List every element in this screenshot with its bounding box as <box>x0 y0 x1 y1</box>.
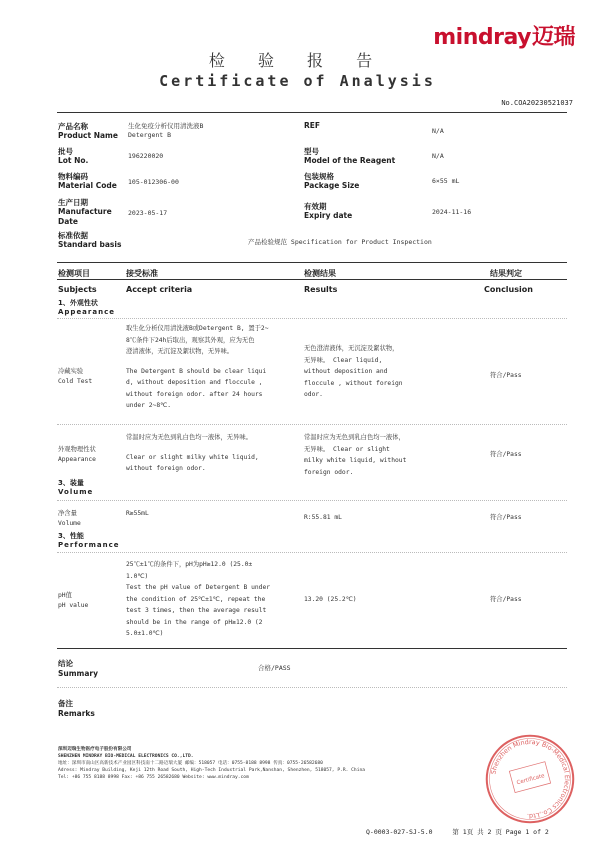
product-name-value-cn: 生化免疫分析仪用清洗液B <box>128 122 204 130</box>
result-line: without deposition and <box>304 368 388 375</box>
expiry-value: 2024-11-16 <box>432 208 472 216</box>
cold-test-subject-en: Cold Test <box>58 378 93 385</box>
lot-label-cn: 批号 <box>58 147 73 156</box>
appearance-result <box>304 432 444 478</box>
divider-s1 <box>57 318 567 319</box>
company-contact: Tel: +86 755 8188 8998 Fax: +86 755 26582680 Website: www.mindray.com <box>58 775 249 780</box>
cold-test-subject-cn: 冷藏实验 <box>58 368 84 375</box>
appearance-conclusion: 符合/Pass <box>490 451 522 458</box>
appearance-criteria <box>126 432 298 475</box>
result-line: foreign odor. <box>304 468 354 476</box>
criteria-line: Clear or slight milky white liquid, <box>126 453 259 461</box>
volume-conclusion: 符合/Pass <box>490 514 522 521</box>
ph-criteria <box>126 559 300 640</box>
result-line: 无色澄清液体，无沉淀及絮状物， <box>304 345 399 352</box>
cold-test-result <box>304 343 444 401</box>
result-line: 无异味。 Clear or slight <box>304 445 390 453</box>
model-label-cn: 型号 <box>304 147 319 156</box>
mfg-date-label-cn: 生产日期 <box>58 198 88 207</box>
package-value: 6×55 mL <box>432 177 460 185</box>
section-performance-cn: 3、性能 <box>58 532 84 540</box>
result-line: odor. <box>304 391 323 398</box>
ref-value: N/A <box>432 127 444 135</box>
remarks-label-cn: 备注 <box>58 699 73 708</box>
summary-value: 合格/PASS <box>258 664 291 672</box>
criteria-line: 25℃±1℃的条件下，pH为pH≥12.0 (25.0± <box>126 561 253 568</box>
result-line: 常温时应为无色到乳白色均一液体， <box>304 434 405 441</box>
company-name-en: SHENZHEN MINDRAY BIO-MEDICAL ELECTRONICS CO.,LTD. <box>58 754 194 759</box>
logo-en: mindray <box>433 25 531 50</box>
volume-criteria: R≥55mL <box>126 510 149 517</box>
package-label-cn: 包装规格 <box>304 172 334 181</box>
title-cn: 检 验 报 告 <box>208 51 387 70</box>
mindray-logo <box>433 20 575 51</box>
mfg-date-label-en1: Manufacture <box>58 207 112 216</box>
criteria-line: d, without deposition and floccule , <box>126 379 263 386</box>
product-name-label-en: Product Name <box>58 131 118 140</box>
package-label-en: Package Size <box>304 181 360 190</box>
model-label-en: Model of the Reagent <box>304 156 396 165</box>
company-name-cn: 深圳迈瑞生物医疗电子股份有限公司 <box>58 747 132 752</box>
criteria-line: the condition of 25℃±1℃, repeat the <box>126 595 266 603</box>
appearance-subject-en: Appearance <box>58 456 96 463</box>
conclusion-header-cn: 结果判定 <box>490 269 522 278</box>
result-line: floccule , without foreign <box>304 379 403 387</box>
model-value: N/A <box>432 152 444 160</box>
criteria-line: test 3 times, then the average result <box>126 607 267 614</box>
mfg-date-value: 2023-05-17 <box>128 209 168 217</box>
section-volume-en: Volume <box>58 488 94 496</box>
criteria-line: 澄清液体，无沉淀及絮状物，无异味。 <box>126 348 234 355</box>
criteria-line: under 2~8℃. <box>126 402 171 409</box>
criteria-line: 8℃条件下24h后取出，观察其外观，应为无色 <box>126 336 255 344</box>
product-name-label-cn: 产品名称 <box>58 122 88 131</box>
results-header-cn: 检测结果 <box>304 269 336 278</box>
page-number-en: Page 1 of 2 <box>505 828 549 836</box>
company-address-cn: 地址：深圳市南山区高新技术产业园区科技南十二路迈瑞大厦 邮编：518057 电话：0755-8188 8998 传真：0755-26582680 <box>58 761 323 766</box>
material-label-cn: 物料编码 <box>58 172 88 181</box>
lot-value: 196220020 <box>128 152 164 160</box>
page-number-cn: 第 1页 共 2 页 <box>452 828 502 836</box>
divider-row1 <box>57 424 567 425</box>
divider-table-bottom <box>57 648 567 649</box>
mfg-date-label-en2: Date <box>58 217 78 226</box>
appearance-subject-cn: 外观物理性状 <box>58 446 96 453</box>
criteria-line: 1.0℃) <box>126 572 149 580</box>
section-volume-cn: 3、装量 <box>58 479 84 487</box>
conclusion-header-en: Conclusion <box>484 285 533 294</box>
volume-subject-en: Volume <box>58 520 81 527</box>
lot-label-en: Lot No. <box>58 156 89 165</box>
subjects-header-cn: 检测项目 <box>58 269 90 278</box>
volume-result: R:55.81 mL <box>304 514 342 521</box>
cold-test-conclusion: 符合/Pass <box>490 372 522 379</box>
summary-label-cn: 结论 <box>58 659 73 668</box>
criteria-header-en: Accept criteria <box>126 285 193 294</box>
divider-s4 <box>57 552 567 553</box>
divider-s3 <box>57 500 567 501</box>
company-seal <box>484 733 576 825</box>
criteria-line: 5.0±1.0℃) <box>126 630 164 637</box>
section-appearance-en: Appearance <box>58 308 115 316</box>
standard-label-cn: 标准依据 <box>58 231 88 240</box>
criteria-line: should be in the range of pH≥12.0 (2 <box>126 618 263 626</box>
summary-label-en: Summary <box>58 669 99 678</box>
criteria-line: Test the pH value of Detergent B under <box>126 584 271 591</box>
result-line: 无异味。 Clear liquid, <box>304 356 383 364</box>
footer-company-info <box>58 746 498 781</box>
seal-center-text: Certificate <box>516 773 546 787</box>
expiry-label-en: Expiry date <box>304 211 353 220</box>
ph-conclusion: 符合/Pass <box>490 596 522 603</box>
footer-page-line <box>366 827 549 836</box>
standard-value: 产品检验规范 Specification for Product Inspection <box>248 238 432 246</box>
expiry-label-cn: 有效期 <box>304 202 327 211</box>
ref-label: REF <box>304 121 321 130</box>
results-header-en: Results <box>304 285 338 294</box>
form-number: Q-0003-027-SJ-5.0 <box>366 828 433 836</box>
material-value: 105-012306-00 <box>128 178 179 186</box>
criteria-line: without foreign odor. after 24 hours <box>126 390 263 398</box>
criteria-line: without foreign odor. <box>126 465 206 472</box>
divider-summary <box>57 687 567 688</box>
standard-label-en: Standard basis <box>58 240 122 249</box>
criteria-header-cn: 接受标准 <box>126 269 158 278</box>
subjects-header-en: Subjects <box>58 285 97 294</box>
divider-header <box>57 279 567 280</box>
title-en: Certificate of Analysis <box>159 72 436 90</box>
section-appearance-cn: 1、外观性状 <box>58 299 98 307</box>
document-number: No.COA20230521037 <box>501 99 573 107</box>
divider-top <box>57 112 567 113</box>
ph-subject-en: pH value <box>58 602 89 609</box>
section-performance-en: Performance <box>58 541 120 549</box>
material-label-en: Material Code <box>58 181 117 190</box>
company-address-en: Adress: Mindray Building, Keji 12th Road South, High-Tech Industrial Park,Nanshan, Shenzhen, 518057, P.R. China <box>58 768 365 773</box>
cold-test-criteria <box>126 323 298 412</box>
criteria-line: 取生化分析仪用清洗液B或Detergent B, 置于2~ <box>126 325 269 332</box>
volume-subject-cn: 净含量 <box>58 510 77 517</box>
seal-ring-text: Shenzhen Mindray Bio-Medical Electronics Co.,Ltd. <box>489 738 572 821</box>
remarks-label-en: Remarks <box>58 709 95 718</box>
result-line: milky white liquid, without <box>304 457 407 464</box>
ph-result: 13.20 (25.2℃) <box>304 596 357 603</box>
logo-cn: 迈瑞 <box>531 25 575 50</box>
criteria-line: The Detergent B should be clear liqui <box>126 367 267 375</box>
criteria-line: 常温时应为无色到乳白色均一液体，无异味。 <box>126 434 252 441</box>
ph-subject-cn: pH值 <box>58 592 72 599</box>
divider-info <box>57 262 567 263</box>
product-name-value-en: Detergent B <box>128 131 172 139</box>
